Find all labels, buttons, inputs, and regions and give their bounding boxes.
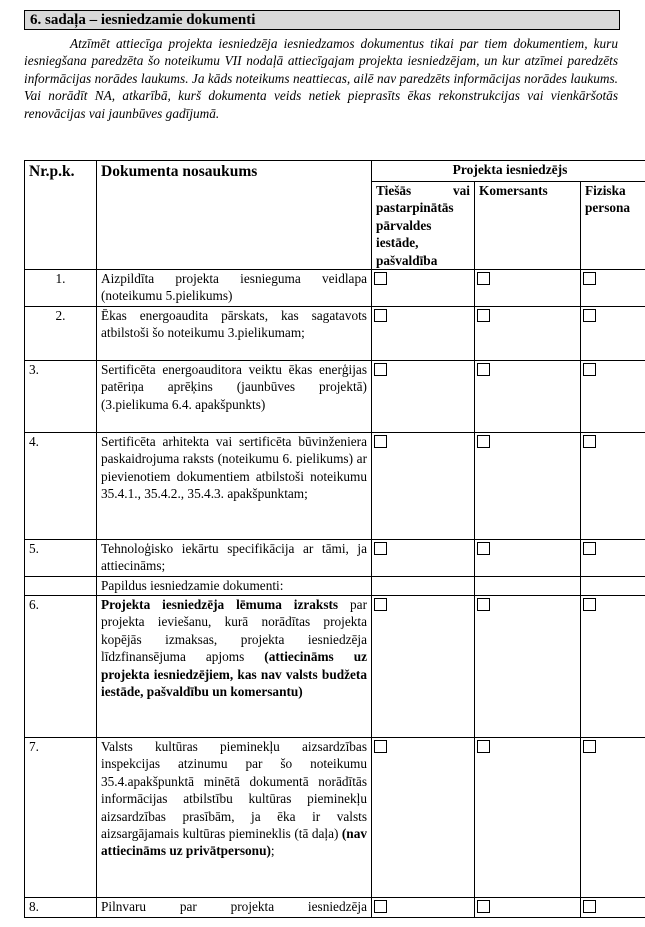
- intro-paragraph: Atzīmēt attiecīga projekta iesniedzēja iesniedzamos dokumentus tikai par tiem dokumentiem, kuru iesniegšana paredzēta šo noteikumu VII nodaļā attiecīgajam projekta iesniedzējam, un kur atzīmei paredzēts informācijas norādes laukums. Ja kāds noteikums neattiecas, ailē nav paredzēts informācijas norādes laukums. Vai norādīt NA, atkarībā, kurš dokumenta veids netiek pieprasīts ēkas rekonstrukcijas vai vienkāršotās renovācijas vai jaunbūves gadījumā.: [24, 36, 618, 121]
- row-number: 6.: [25, 596, 97, 738]
- checkbox-merchant[interactable]: [477, 900, 490, 913]
- document-name: Pilnvaru par projekta iesniedzēja: [97, 898, 372, 918]
- checkbox-person[interactable]: [583, 309, 596, 322]
- col-person-header: Fiziska persona: [581, 182, 645, 270]
- table-row: [25, 361, 645, 433]
- table-row: [25, 433, 645, 540]
- checkbox-person[interactable]: [583, 900, 596, 913]
- section-header: [24, 10, 620, 30]
- document-name: Sertificēta arhitekta vai sertificēta būvinženiera paskaidrojuma raksts (noteikumu 6. pielikums) ar pievienotiem dokumentiem atbilstoši noteikumu 35.4.1., 35.4.2., 35.4.3. apakšpunktam;: [97, 433, 372, 540]
- checkbox-person[interactable]: [583, 542, 596, 555]
- checkbox-institution[interactable]: [374, 272, 387, 285]
- checkbox-institution[interactable]: [374, 740, 387, 753]
- additional-docs-label: Papildus iesniedzamie dokumenti:: [97, 577, 372, 596]
- checkbox-merchant[interactable]: [477, 309, 490, 322]
- table-row: [25, 898, 645, 918]
- row-number: 3.: [25, 361, 97, 433]
- checkbox-institution[interactable]: [374, 900, 387, 913]
- document-name: Ēkas energoaudita pārskats, kas sagatavots atbilstoši šo noteikumu 3.pielikumam;: [97, 307, 372, 361]
- table-row: [25, 596, 645, 738]
- col-document-header: Dokumenta nosaukums: [97, 161, 372, 270]
- col-merchant-header: Komersants: [475, 182, 581, 270]
- row-number: 2.: [25, 307, 97, 361]
- section-title: 6. sadaļa – iesniedzamie dokumenti: [30, 12, 256, 28]
- document-name-end: ;: [270, 843, 275, 859]
- document-name: [97, 738, 372, 898]
- document-name-note: (nav attiecināms uz privātpersonu): [101, 826, 367, 859]
- document-name: Aizpildīta projekta iesnieguma veidlapa (noteikumu 5.pielikums): [97, 270, 372, 307]
- col-institution-header: Tiešās vai pastarpinātās pārvaldes iestāde, pašvaldība: [372, 182, 475, 270]
- checkbox-person[interactable]: [583, 272, 596, 285]
- document-name: [97, 596, 372, 738]
- checkbox-merchant[interactable]: [477, 272, 490, 285]
- checkbox-institution[interactable]: [374, 542, 387, 555]
- row-number: 5.: [25, 540, 97, 577]
- checkbox-institution[interactable]: [374, 309, 387, 322]
- checkbox-institution[interactable]: [374, 598, 387, 611]
- document-name-text: Valsts kultūras pieminekļu aizsardzības inspekcijas atzinumu par šo noteikumu 35.4.apakšpunktā minētā dokumentā norādītās informācijas atbilstību kultūras pieminekļu aizsardzības prasībām, ja ēka ir valsts aizsargājamais kultūras piemineklis (tā daļa): [101, 739, 367, 842]
- table-row: [25, 307, 645, 361]
- row-number: 4.: [25, 433, 97, 540]
- document-name-note: (attiecināms uz projekta iesniedzējiem, kas nav valsts budžeta iestāde, pašvaldību un komersantu): [101, 649, 367, 700]
- document-name: Tehnoloģisko iekārtu specifikācija ar tāmi, ja attiecināms;: [97, 540, 372, 577]
- documents-table: [24, 160, 645, 918]
- checkbox-merchant[interactable]: [477, 740, 490, 753]
- checkbox-merchant[interactable]: [477, 542, 490, 555]
- row-number: 1.: [25, 270, 97, 307]
- checkbox-person[interactable]: [583, 598, 596, 611]
- checkbox-person[interactable]: [583, 363, 596, 376]
- checkbox-institution[interactable]: [374, 435, 387, 448]
- table-row: [25, 270, 645, 307]
- document-name-text: par projekta ieviešanu, kurā norādītas projekta kopējās izmaksas, projekta iesniedzēja līdzfinansējuma apjoms: [101, 597, 367, 665]
- table-row: [25, 540, 645, 577]
- checkbox-institution[interactable]: [374, 363, 387, 376]
- document-name: Sertificēta energoauditora veiktu ēkas enerģijas patēriņa aprēķins (jaunbūves projektā) (3.pielikuma 6.4. apakšpunkts): [97, 361, 372, 433]
- table-header-row: [25, 161, 645, 182]
- document-name-bold: Projekta iesniedzēja lēmuma izraksts: [101, 597, 339, 613]
- col-number-header: Nr.p.k.: [25, 161, 97, 270]
- checkbox-merchant[interactable]: [477, 363, 490, 376]
- col-applicant-group-header: Projekta iesniedzējs: [372, 161, 645, 182]
- checkbox-person[interactable]: [583, 740, 596, 753]
- table-row: [25, 738, 645, 898]
- additional-docs-row: [25, 577, 645, 596]
- checkbox-person[interactable]: [583, 435, 596, 448]
- row-number: 8.: [25, 898, 97, 918]
- checkbox-merchant[interactable]: [477, 598, 490, 611]
- row-number: 7.: [25, 738, 97, 898]
- checkbox-merchant[interactable]: [477, 435, 490, 448]
